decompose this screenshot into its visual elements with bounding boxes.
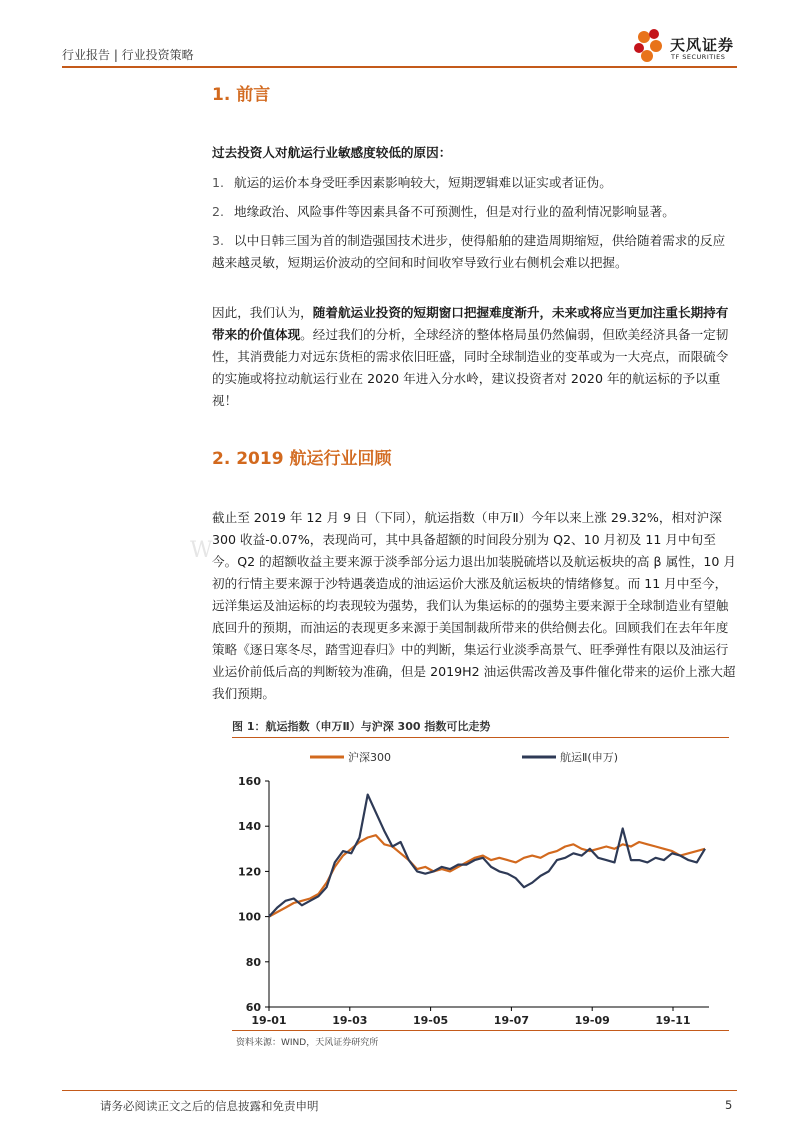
list-item-number: 1. bbox=[212, 175, 225, 190]
report-category: 行业报告 | 行业投资策略 bbox=[62, 48, 194, 62]
list-item-text: 地缘政治、风险事件等因素具备不可预测性，但是对行业的盈利情况影响显著。 bbox=[234, 204, 675, 219]
header-divider bbox=[62, 66, 737, 68]
list-item-number: 3. bbox=[212, 233, 225, 248]
review-body: 截止至 2019 年 12 月 9 日（下同），航运指数（申万Ⅱ）今年以来上涨 29.32%，相对沪深 300 收益-0.07%，表现尚可，其中具备超额的时间段分别为 Q2、10 月初及 11 月中旬至今。Q2 的超额收益主要来源于淡季部分运力退出加装脱硫塔以及航运板块的高 β 属性，10 月初的行情主要来源于沙特遇袭造成的油运运价大涨及航运板块的情绪修复。而 11 月中至今，远洋集运及油运标的均表现较为强势，我们认为集运标的的强势主要来源于全球制造业有望触底回升的预期，而油运的表现更多来源于美国制裁所带来的供给侧去化。回顾我们在去年年度策略《逐日寒冬尽，踏雪迎春归》中的判断，集运行业淡季高景气、旺季弹性有限以及油运行业运价前低后高的判断较为准确，但是 2019H2 油运供需改善及事件催化带来的运价上涨大超我们预期。 bbox=[212, 510, 736, 701]
logo-name: 天风证券 bbox=[670, 36, 735, 54]
list-item bbox=[212, 172, 736, 194]
y-tick-label: 160 bbox=[238, 775, 261, 788]
footer-divider bbox=[62, 1090, 737, 1091]
figure-top-divider bbox=[232, 737, 729, 738]
y-tick-label: 100 bbox=[238, 910, 261, 924]
y-tick-label: 60 bbox=[245, 1001, 261, 1014]
x-tick-label: 19-03 bbox=[332, 1014, 368, 1027]
preface-conclusion bbox=[212, 302, 736, 412]
y-tick-label: 120 bbox=[238, 865, 261, 879]
series-line-hs300 bbox=[269, 835, 705, 916]
list-item-text: 以中日韩三国为首的制造强国技术进步，使得船舶的建造周期缩短，供给随着需求的反应越来越灵敏，短期运价波动的空间和时间收窄导致行业右侧机会难以把握。 bbox=[212, 233, 726, 270]
figure-source: 资料来源：WIND，天风证券研究所 bbox=[236, 1038, 379, 1048]
company-logo bbox=[630, 26, 740, 66]
x-tick-label: 19-07 bbox=[493, 1014, 529, 1027]
y-tick-label: 140 bbox=[238, 820, 261, 834]
preface-lead: 过去投资人对航运行业敏感度较低的原因： bbox=[212, 145, 452, 160]
y-tick-label: 80 bbox=[245, 955, 261, 969]
legend-label-hs300: 沪深300 bbox=[348, 751, 391, 764]
x-tick-label: 19-11 bbox=[655, 1014, 691, 1027]
list-item bbox=[212, 201, 736, 223]
figure-bottom-divider bbox=[232, 1030, 729, 1031]
watermark: W bbox=[190, 538, 213, 563]
conclusion-body: 。经过我们的分析，全球经济的整体格局虽仍然偏弱，但欧美经济具备一定韧性，其消费能力对远东货柜的需求依旧旺盛，同时全球制造业的变革或为一大亮点，而限硫令的实施或将拉动航运行业在 2020 年进入分水岭，建议投资者对 2020 年的航运标的予以重视！ bbox=[212, 327, 729, 408]
list-item-text: 航运的运价本身受旺季因素影响较大，短期逻辑难以证实或者证伪。 bbox=[234, 175, 612, 190]
x-tick-label: 19-05 bbox=[413, 1014, 449, 1027]
section-heading-review: 2. 2019 航运行业回顾 bbox=[212, 449, 392, 469]
logo-flower-icon bbox=[630, 26, 670, 66]
page-number: 5 bbox=[725, 1098, 733, 1112]
series-line-shipping bbox=[269, 795, 705, 917]
list-item-number: 2. bbox=[212, 204, 225, 219]
conclusion-highlight: 随着航运业投资的短期窗口把握难度渐升，未来或将应当更加注重长期持有带来的价值体现 bbox=[212, 305, 729, 342]
list-item bbox=[212, 230, 736, 274]
x-tick-label: 19-01 bbox=[251, 1014, 287, 1027]
logo-english-name: TF SECURITIES bbox=[671, 53, 726, 61]
figure-title: 图 1：航运指数（申万Ⅱ）与沪深 300 指数可比走势 bbox=[232, 720, 491, 733]
line-chart bbox=[232, 740, 729, 1030]
legend-label-shipping: 航运Ⅱ(申万) bbox=[560, 751, 618, 764]
conclusion-lead: 因此，我们认为， bbox=[212, 305, 313, 320]
chart-plot-area bbox=[269, 795, 705, 917]
chart-legend bbox=[310, 750, 618, 764]
x-tick-label: 19-09 bbox=[574, 1014, 610, 1027]
section-heading-preface: 1. 前言 bbox=[212, 85, 271, 105]
footer-disclaimer: 请务必阅读正文之后的信息披露和免责申明 bbox=[100, 1099, 319, 1113]
